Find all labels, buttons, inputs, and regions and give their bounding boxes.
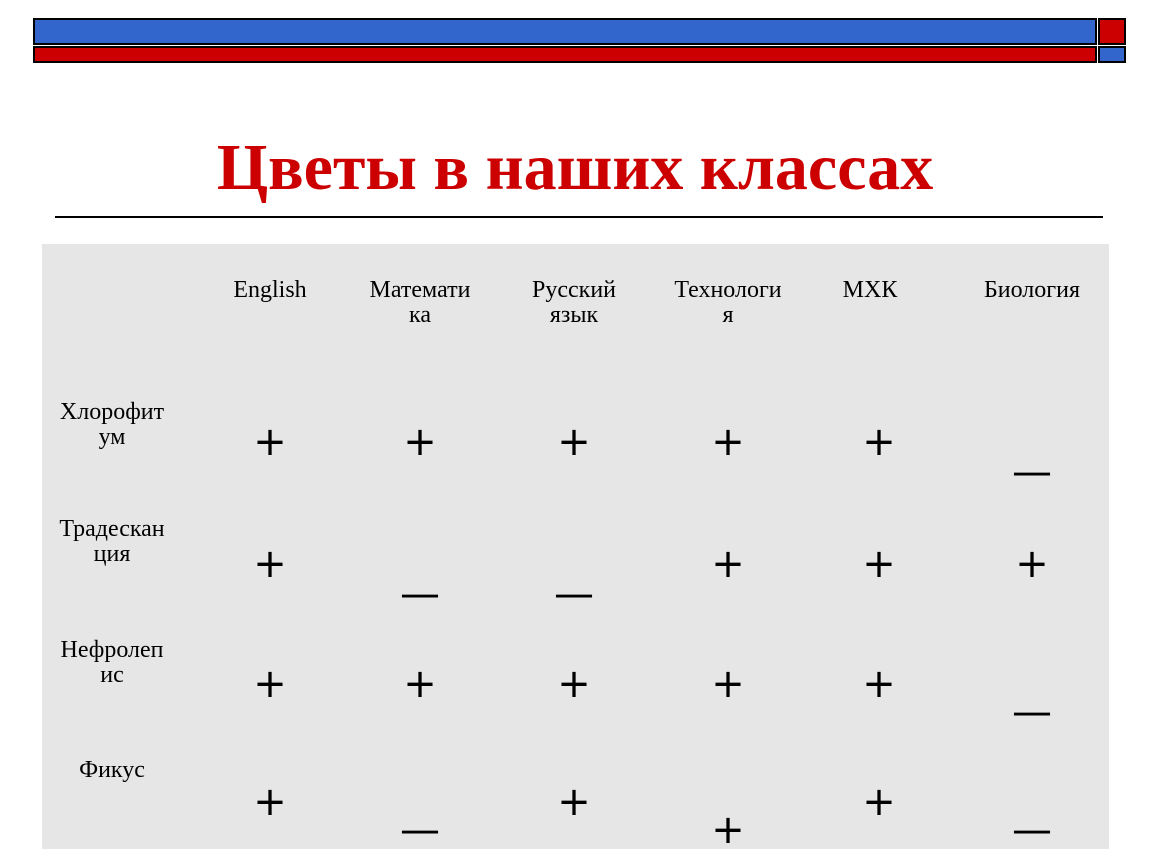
row-label-chlorophytum <box>42 400 182 450</box>
row-label-ficus <box>42 758 182 783</box>
mark-cell: + <box>1015 541 1049 587</box>
top-band-blue <box>33 18 1097 45</box>
mark-cell: + <box>557 779 591 825</box>
mark-cell: + <box>253 779 287 825</box>
row-label-line: Фикус <box>79 757 145 783</box>
mark-cell: + <box>403 661 437 707</box>
column-header-line: ка <box>409 302 431 328</box>
mark-cell: + <box>862 779 896 825</box>
mark-cell: — <box>400 571 440 617</box>
column-header-line: МХК <box>842 277 898 303</box>
row-label-line: ис <box>100 662 124 688</box>
column-header-line: Биология <box>983 277 1080 303</box>
mark-cell: + <box>253 661 287 707</box>
mark-cell: + <box>711 661 745 707</box>
row-label-line: Традескан <box>59 516 165 542</box>
corner-square-blue <box>1098 46 1126 63</box>
mark-cell: + <box>253 419 287 465</box>
top-band-red <box>33 46 1097 63</box>
corner-square-red <box>1098 18 1126 45</box>
mark-cell: — <box>1012 807 1052 853</box>
mark-cell: — <box>554 571 594 617</box>
mark-cell: + <box>557 419 591 465</box>
column-header-line: Математи <box>369 277 471 303</box>
column-header-english <box>200 278 340 303</box>
row-label-line: ум <box>98 424 126 450</box>
column-header-line: Технологи <box>674 277 782 303</box>
mark-cell: — <box>1012 689 1052 735</box>
column-header-russian <box>504 278 644 328</box>
column-header-biology <box>962 278 1102 303</box>
row-label-nephrolepis <box>42 638 182 688</box>
column-header-line: язык <box>549 302 599 328</box>
mark-cell: + <box>862 419 896 465</box>
row-label-line: ция <box>93 541 131 567</box>
row-label-tradescantia <box>42 517 182 567</box>
column-header-mhk <box>800 278 940 303</box>
mark-cell: + <box>711 419 745 465</box>
table-panel <box>42 244 1109 853</box>
mark-cell: + <box>711 541 745 587</box>
slide-title: Цветы в наших классах <box>216 131 934 204</box>
mark-cell: — <box>1012 449 1052 495</box>
mark-cell: + <box>711 807 745 853</box>
column-header-math <box>350 278 490 328</box>
mark-cell: + <box>557 661 591 707</box>
row-label-line: Нефролеп <box>60 637 164 663</box>
column-header-line: English <box>233 277 307 303</box>
column-header-line: я <box>722 302 734 328</box>
row-label-line: Хлорофит <box>59 399 165 425</box>
column-header-line: Русский <box>532 277 616 303</box>
column-header-technology <box>658 278 798 328</box>
mark-cell: + <box>403 419 437 465</box>
mark-cell: + <box>862 541 896 587</box>
title-underline <box>55 216 1103 218</box>
mark-cell: + <box>862 661 896 707</box>
mark-cell: + <box>253 541 287 587</box>
mark-cell: — <box>400 807 440 853</box>
